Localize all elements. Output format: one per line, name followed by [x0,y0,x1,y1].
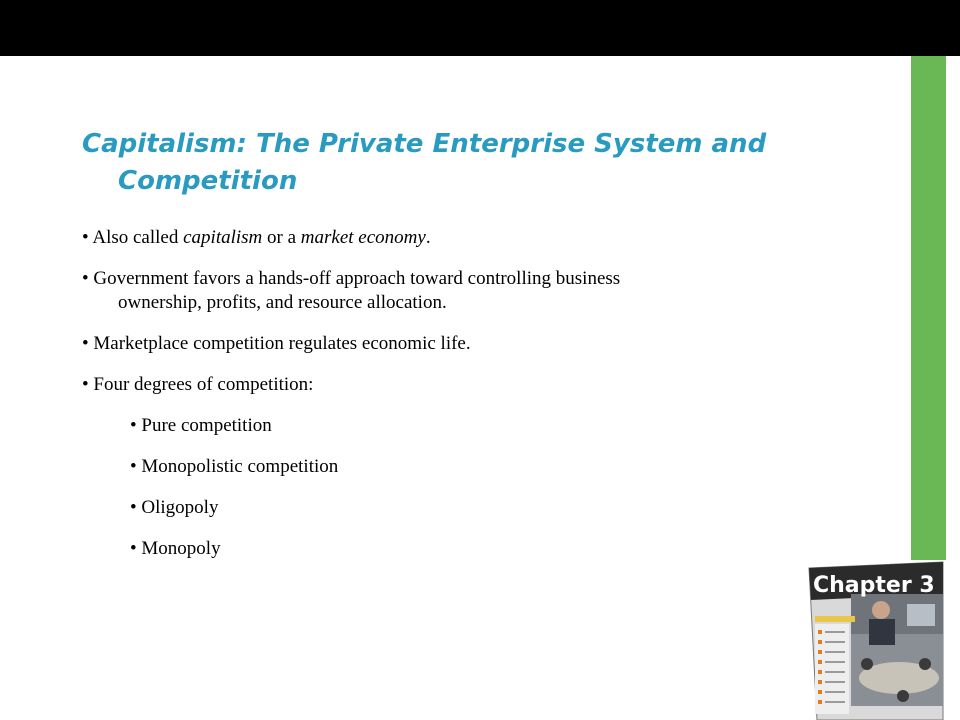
bullet-text: or a [262,227,301,248]
top-bar [0,0,960,56]
term-capitalism: capitalism [183,227,263,248]
subbullet-text: • Monopoly [130,538,221,559]
slide-body [82,226,802,578]
bullet-text: . [425,227,431,248]
slide-title-line-1: Capitalism: The Private Enterprise System and [82,129,767,159]
subbullet-text: • Pure competition [130,415,272,436]
textbook-cover-image [807,560,947,720]
subbullet-text: • Monopolistic competition [130,456,339,477]
slide-title-line-2: Competition [118,166,298,196]
bullet-four-degrees [82,373,802,397]
bullet-line-2: ownership, profits, and resource allocation. [118,292,447,313]
book-cover-title: Chapter 3 [813,573,935,598]
subbullet-pure [82,414,802,438]
bullet-text: • Also called [82,227,184,248]
subbullet-monopolistic [82,455,802,479]
bullet-text: • Marketplace competition regulates economic life. [82,333,471,354]
slide-title [82,126,842,200]
side-accent-bar [911,56,946,560]
bullet-text: • Four degrees of competition: [82,374,314,395]
subbullet-oligopoly [82,496,802,520]
bullet-marketplace [82,332,802,356]
bullet-line-1: • Government favors a hands-off approach toward controlling business [82,268,621,289]
term-market-economy: market economy [300,227,426,248]
subbullet-text: • Oligopoly [130,497,219,518]
bullet-government [82,267,802,315]
bullet-capitalism [82,226,802,250]
subbullet-monopoly [82,537,802,561]
